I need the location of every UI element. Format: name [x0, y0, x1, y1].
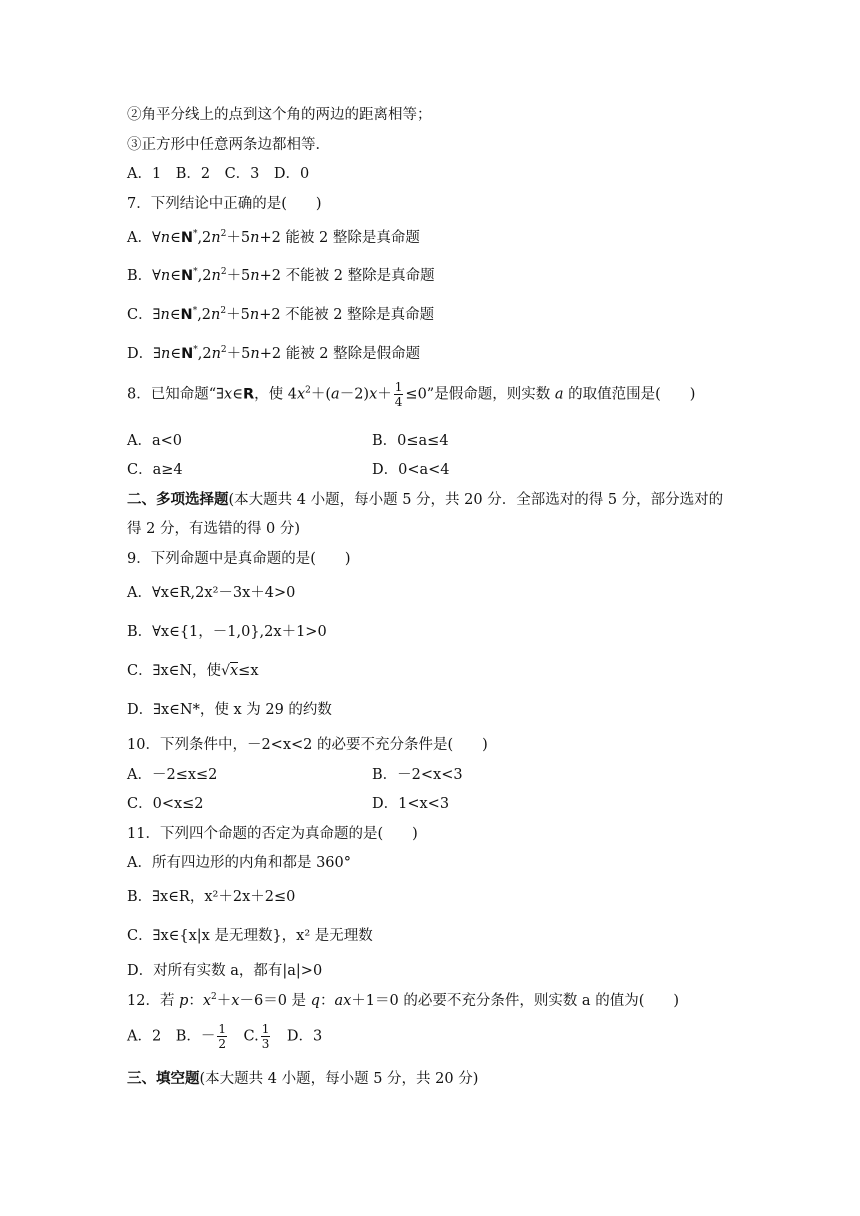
q7-option-c: C．$\exists n\in N^*,2n^2+5n+2$ 不能被 2 整除是真命题 [127, 306, 435, 323]
q9-option-b: B．∀x∈{1，－1,0},2x＋1>0 [127, 624, 327, 640]
q10-option-a: A．－2≤x≤2 [127, 767, 218, 783]
q11-option-c: C．∃x∈{x|x 是无理数}，x² 是无理数 [127, 928, 373, 944]
q11-option-d: D．对所有实数 a，都有|a|>0 [127, 963, 323, 979]
q8-option-b: B．0≤a≤4 [372, 433, 449, 449]
q12-fraction-b: $\frac{1}{2}$ [218, 1022, 226, 1051]
q12-options: A．2 B．－ $\frac{1}{2}$ C. $\frac{1}{3}$ D．3 [127, 1022, 323, 1051]
q9-option-c: C．∃x∈N，使√x≤x [127, 663, 259, 679]
q8-option-c: C．a≥4 [127, 462, 183, 478]
prev-item-3: ③正方形中任意两条边都相等． [127, 137, 330, 153]
prev-item-2: ②角平分线上的点到这个角的两边的距离相等； [127, 107, 432, 123]
q11-stem: 11．下列四个命题的否定为真命题的是( ) [127, 826, 418, 842]
q8-fraction: $\frac{1}{4}$ [394, 380, 403, 409]
q7-option-a: A．$\forall n\in N^*,2n^2+5n+2$ 能被 2 整除是真命题 [127, 229, 420, 246]
section-2-desc: 得 2 分，有选错的得 0 分) [127, 521, 301, 537]
q12-stem: 12．若 p：$x^2+x-6=0$ 是 q：ax＋1＝0 的必要不充分条件，则实数 a 的值为( ) [127, 992, 680, 1009]
q7-option-b: B．$\forall n\in N^*,2n^2+5n+2$ 不能被 2 整除是真命题 [127, 267, 435, 284]
section-3-heading: 三、填空题(本大题共 4 小题，每小题 5 分，共 20 分) [127, 1071, 479, 1087]
q9-option-d: D．∃x∈N*，使 x 为 29 的约数 [127, 702, 332, 718]
prev-options: A．1 B．2 C．3 D．0 [127, 166, 310, 182]
q11-option-b: B．∃x∈R，x²＋2x＋2≤0 [127, 889, 296, 905]
q10-option-b: B．－2<x<3 [372, 767, 463, 783]
q10-option-c: C．0<x≤2 [127, 796, 204, 812]
q12-fraction-c: $\frac{1}{3}$ [261, 1022, 270, 1051]
q10-stem: 10．下列条件中，－2<x<2 的必要不充分条件是( ) [127, 737, 488, 753]
q8-option-a: A．a<0 [127, 433, 182, 449]
q9-stem: 9．下列命题中是真命题的是( ) [127, 551, 351, 567]
q10-option-d: D．1<x<3 [372, 796, 450, 812]
q7-option-d: D．$\exists n\in N^*,2n^2+5n+2$ 能被 2 整除是假命题 [127, 345, 421, 362]
q8-stem: 8．已知命题“∃x∈R，使 $4x^2+(a-2)x+$ $\frac{1}{4}$ ≤0”是假命题，则实数 a 的取值范围是( ) [127, 380, 696, 409]
q7-stem: 7．下列结论中正确的是( ) [127, 196, 322, 212]
q9-option-a: A．∀x∈R,2x²－3x＋4>0 [127, 585, 296, 601]
sqrt-icon: √ [221, 663, 230, 679]
q8-option-d: D．0<a<4 [372, 462, 450, 478]
q11-option-a: A．所有四边形的内角和都是 360° [127, 855, 352, 871]
section-2-heading: 二、多项选择题(本大题共 4 小题，每小题 5 分，共 20 分．全部选对的得 5 分，部分选对的 [127, 492, 724, 508]
